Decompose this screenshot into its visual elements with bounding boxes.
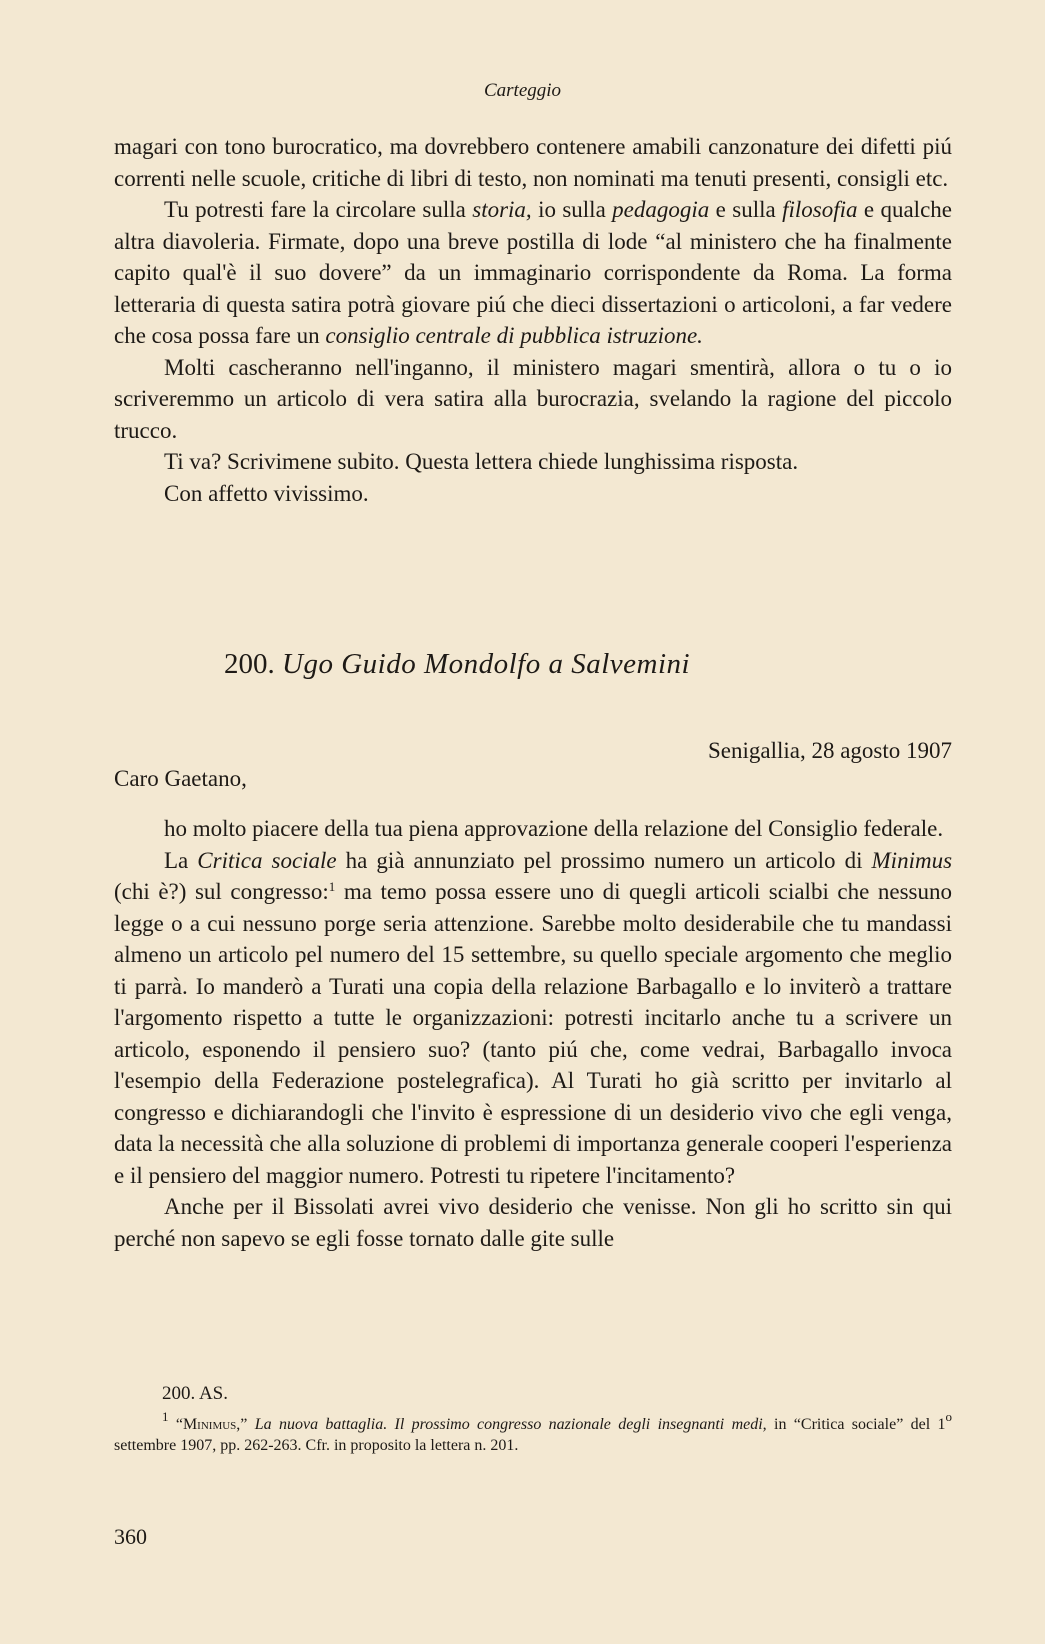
running-head: Carteggio	[483, 80, 562, 101]
paragraph: La Critica sociale ha già annunziato pel prossimo numero un articolo di Minimus (chi è?) sul congresso:$^1$ ma temo possa essere uno di quegli articoli scialbi che nessuno legge o a cui nessuno porge seria attenzione. Sarebbe molto desiderabile che tu mandassi almeno un articolo pel numero del 15 settembre, su quello speciale argomento che meglio ti parrà. Io manderò a Turati una copia della relazione Barbagallo e lo inviterò a trattare l'argomento rispetto a tutte le organizzazioni: potresti incitarlo anche tu a scrivere un articolo, esponendo il pensiero suo? (tanto piú che, come vedrai, Barbagallo invoca l'esempio della Federazione postelegrafica). Al Turati ho già scritto per invitarlo al congresso e dichiarandogli che l'invito è espressione di un desiderio vivo che egli venga, data la necessità che alla soluzione di problemi di importanza generale cooperi l'esperienza e il pensiero del maggior numero. Potresti tu ripetere l'incitamento?	[114, 847, 953, 1188]
letter-body	[114, 813, 952, 1254]
letter-title: Ugo Guido Mondolfo a Salvemini	[282, 648, 691, 680]
paragraph: magari con tono burocratico, ma dovrebbero contenere amabili canzonature dei difetti piú correnti nelle scuole, critiche di libri di testo, non nominati ma tenuti presenti, consigli etc.	[114, 134, 952, 191]
letter-number: 200.	[224, 648, 275, 680]
closing: Con affetto vivissimo.	[164, 480, 369, 506]
footnote-mark: 1	[162, 1409, 169, 1424]
source-reference: 200. AS.	[162, 1383, 228, 1404]
footnote-title: La nuova battaglia. Il prossimo congresso nazionale degli insegnanti medi,	[254, 1416, 767, 1433]
paragraph: Tu potresti fare la circolare sulla storia, io sulla pedagogia e sulla filosofia e qualche altra diavoleria. Firmate, dopo una breve postilla di lode “al ministero che ha finalmente capito qual'è il suo dovere” da un immaginario corrispondente da Roma. La forma letteraria di questa satira potrà giovare piú che dieci dissertazioni o articoloni, a far vedere che cosa possa fare un consiglio centrale di pubblica istruzione.	[114, 197, 952, 348]
paragraph: Ti va? Scrivimene subito. Questa lettera chiede lunghissima risposta.	[164, 449, 799, 474]
place-date: Senigallia, 28 agosto 1907	[707, 738, 952, 763]
footnote-author: “Minimus,”	[175, 1416, 248, 1433]
footnote: $^1$ “Minimus,” La nuova battaglia. Il prossimo congresso nazionale degli insegnanti medi, in “Critica sociale” del 1$^o$ settembre 1907, pp. 262-263. Cfr. in proposito la lettera n. 201.	[114, 1409, 953, 1454]
paragraph: ho molto piacere della tua piena approvazione della relazione del Consiglio federale.	[164, 816, 944, 841]
letter-heading	[224, 648, 944, 681]
paragraph: Anche per il Bissolati avrei vivo desiderio che venisse. Non gli ho scritto sin qui perché non sapevo se egli fosse tornato dalle gite sulle	[114, 1194, 952, 1251]
salutation: Caro Gaetano,	[114, 766, 247, 791]
continued-letter	[114, 131, 952, 509]
paragraph: Molti cascheranno nell'inganno, il ministero magari smentirà, allora o tu o io scriveremmo un articolo di vera satira alla burocrazia, svelando la ragione del piccolo trucco.	[114, 354, 952, 443]
page-number: 360	[114, 1524, 147, 1549]
footnote-ref: 1	[328, 879, 336, 894]
